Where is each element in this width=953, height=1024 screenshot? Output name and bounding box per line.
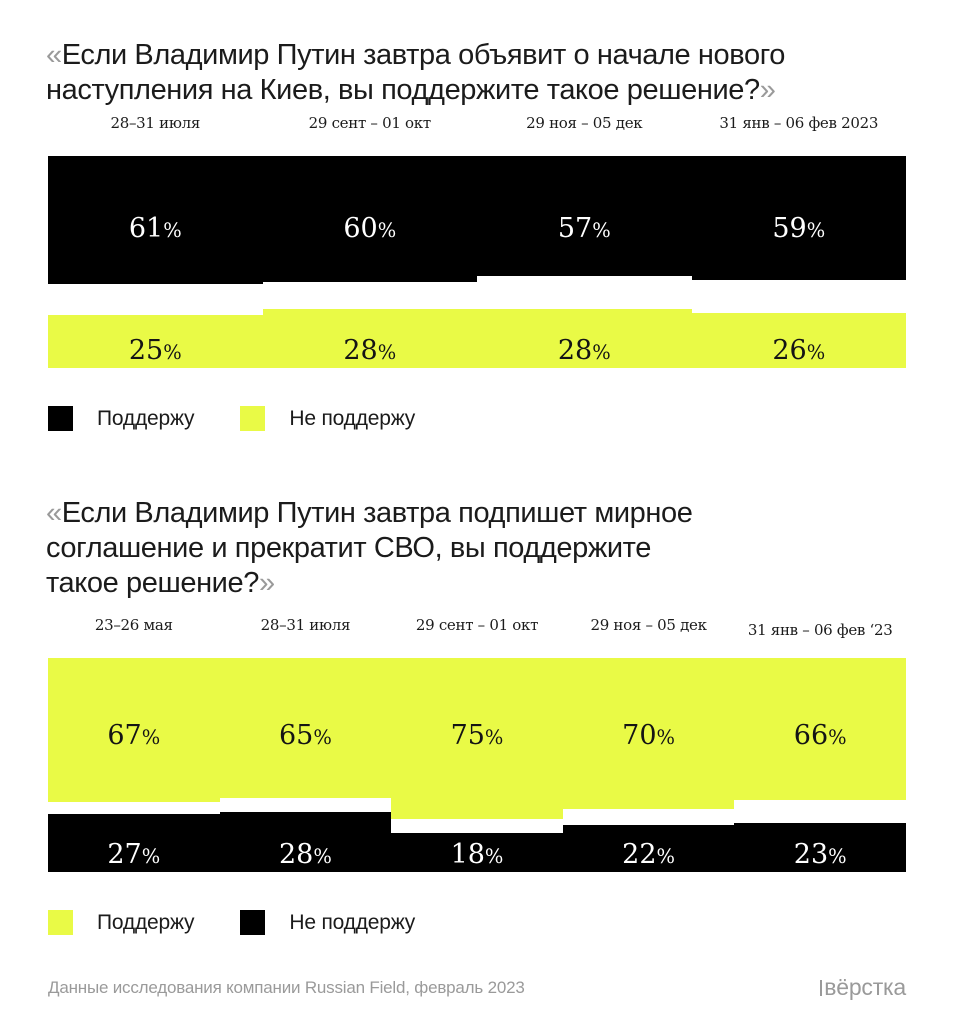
chart2-date-row [48,616,906,639]
verstka-logo [820,974,906,1001]
date-label: 31 янв – 06 фев 2023 [719,114,879,132]
legend-label: Не поддержу [289,910,416,934]
legend-label: Поддержу [97,406,195,430]
chart2-legend [48,910,415,935]
value-label: 67% [107,720,161,751]
legend-item-not-support [240,910,415,935]
chart2-title-line1: Если Владимир Путин завтра подпишет мирное [61,497,693,529]
chart1-legend [48,406,415,431]
legend-label: Не поддержу [289,406,416,430]
date-label: 29 сент – 01 окт [308,114,431,132]
legend-item-support [48,910,194,935]
open-quote: « [46,497,62,529]
legend-swatch-black [48,406,73,431]
legend-label: Поддержу [97,910,195,934]
logo-bar-icon [820,980,822,996]
footer [48,974,906,1001]
value-label: 60% [343,213,397,244]
value-label: 57% [557,213,611,244]
value-label: 61% [128,213,182,244]
date-label: 28–31 июля [110,114,200,132]
date-label: 29 ноя – 05 дек [590,616,707,634]
legend-swatch-black [240,910,265,935]
value-label: 23% [793,839,847,870]
legend-item-support [48,406,194,431]
date-label: 29 ноя – 05 дек [526,114,643,132]
chart1-title-line1: Если Владимир Путин завтра объявит о начале нового [61,39,785,71]
date-label: 31 янв – 06 фев ‘23 [747,621,893,639]
logo-text: вёрстка [824,974,906,1000]
chart2-bars [48,658,906,872]
value-label: 65% [278,720,332,751]
open-quote: « [46,39,62,71]
value-label: 70% [622,720,676,751]
value-label: 75% [450,720,504,751]
data-source-note: Данные исследования компании Russian Field, февраль 2023 [48,977,525,997]
value-label: 28% [278,839,332,870]
value-label: 27% [107,839,161,870]
chart2-title-line2: соглашение и прекратит СВО, вы поддержите [46,532,651,564]
close-quote: » [759,74,776,106]
chart2-title-line3: такое решение? [46,567,259,599]
value-label: 22% [622,839,676,870]
date-label: 23–26 мая [94,616,173,634]
value-label: 25% [128,335,182,366]
legend-swatch-yellow [48,910,73,935]
chart1-date-row [48,114,906,132]
chart1-bars [48,156,906,368]
value-label: 18% [450,839,504,870]
date-label: 29 сент – 01 окт [415,616,539,634]
value-label: 28% [557,335,611,366]
value-label: 66% [793,720,847,751]
date-label: 28–31 июля [260,616,351,634]
chart2-title [46,496,692,601]
legend-swatch-yellow [240,406,265,431]
value-label: 26% [772,335,826,366]
legend-item-not-support [240,406,415,431]
value-label: 59% [772,213,826,244]
close-quote: » [258,567,275,599]
value-label: 28% [343,335,397,366]
chart1-title [46,38,785,108]
chart1-title-line2: наступления на Киев, вы поддержите такое решение? [46,74,760,106]
